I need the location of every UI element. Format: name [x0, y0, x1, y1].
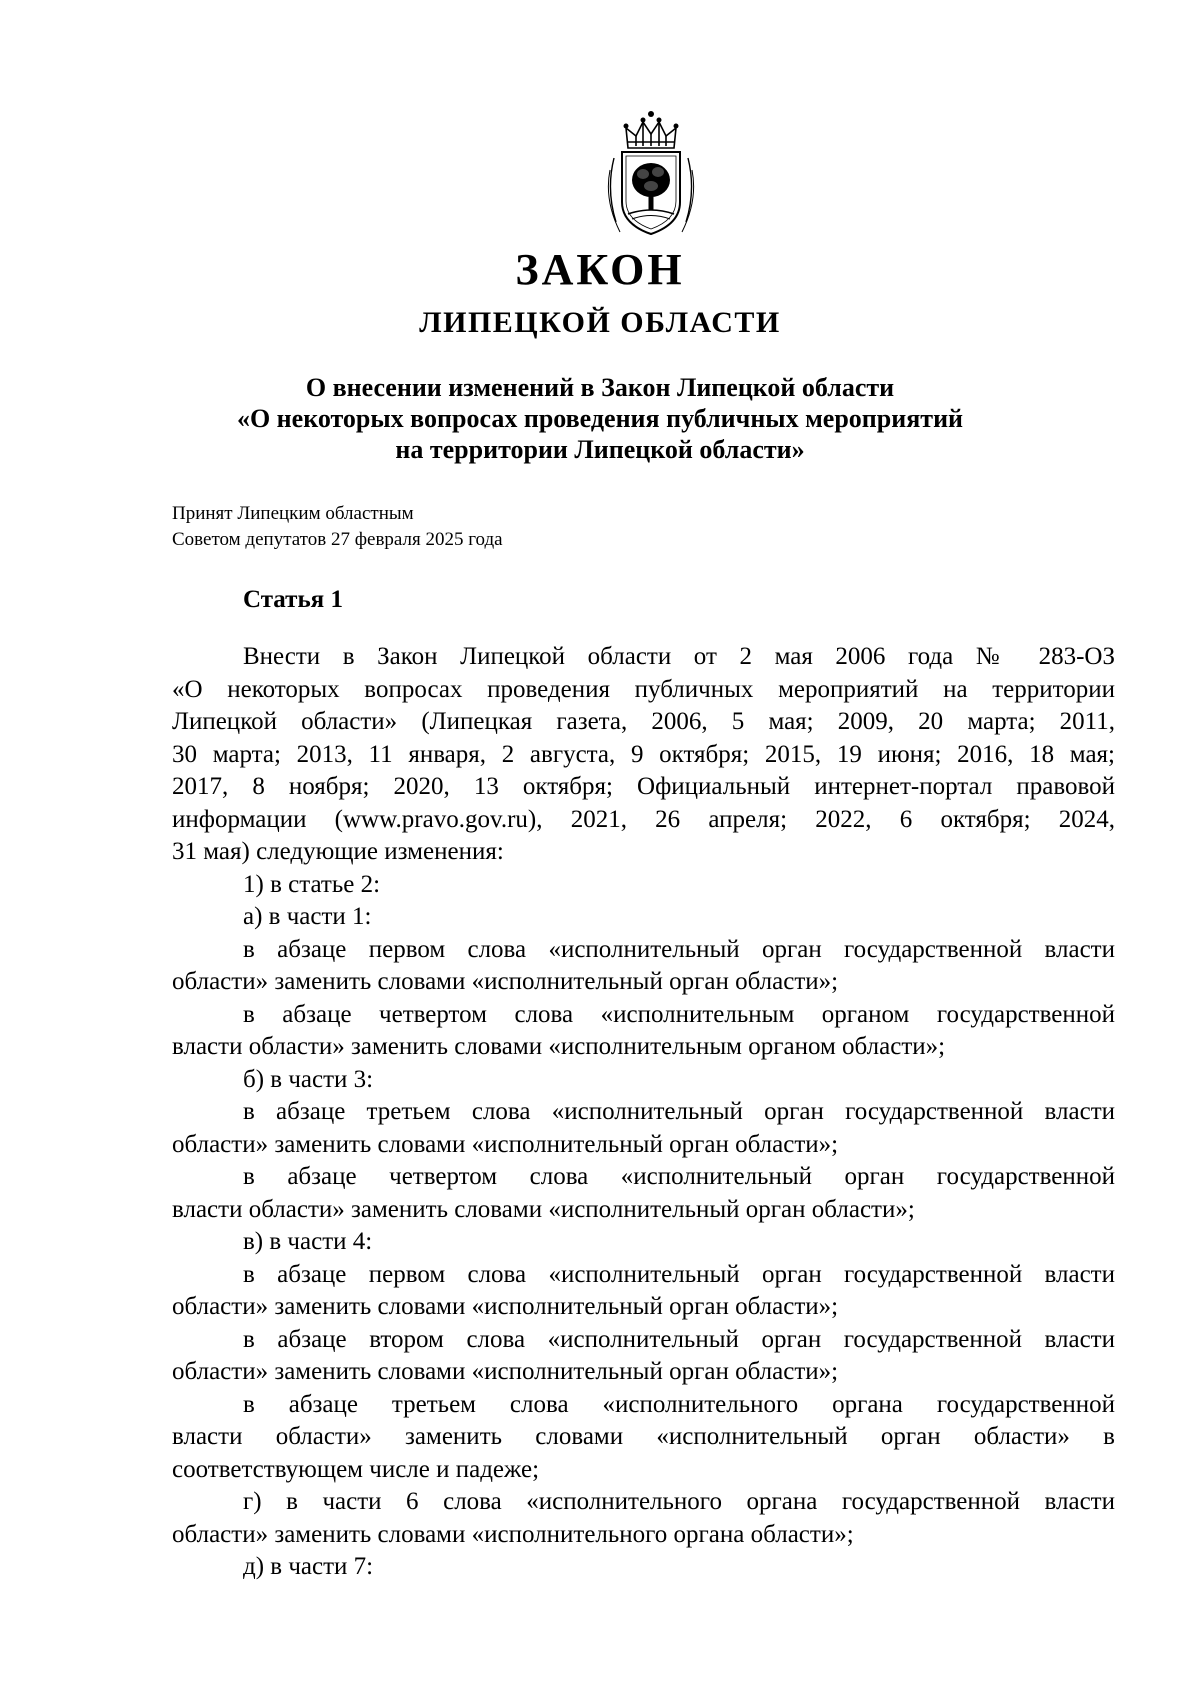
body-line: власти области» заменить словами «исполнительный орган области» в: [172, 1423, 1115, 1450]
body-line: в абзаце четвертом слова «исполнительный орган государственной: [243, 1163, 1115, 1190]
adoption-note: [172, 501, 503, 553]
adoption-note-line: Принят Липецким областным: [172, 503, 414, 524]
law-subject-line: «О некоторых вопросах проведения публичных мероприятий: [236, 404, 964, 433]
body-line: власти области» заменить словами «исполнительный орган области»;: [172, 1195, 915, 1223]
body-line: в абзаце третьем слова «исполнительного органа государственной: [243, 1390, 1115, 1418]
adoption-note-line: Советом депутатов 27 февраля 2025 года: [172, 529, 503, 550]
body-line: Внести в Закон Липецкой области от 2 мая 2006 года № 283-ОЗ: [243, 643, 1115, 670]
body-line: в абзаце четвертом слова «исполнительным органом государственной: [243, 1000, 1115, 1028]
body-line: Липецкой области» (Липецкая газета, 2006, 5 мая; 2009, 20 марта; 2011,: [172, 708, 1115, 735]
body-line: 2017, 8 ноября; 2020, 13 октября; Официальный интернет-портал правовой: [172, 773, 1115, 800]
body-line: д) в части 7:: [243, 1553, 374, 1580]
body-line: в абзаце первом слова «исполнительный орган государственной власти: [243, 1260, 1115, 1288]
body-line: информации (www.pravo.gov.ru), 2021, 26 апреля; 2022, 6 октября; 2024,: [172, 805, 1115, 833]
law-title: ЗАКОН: [515, 245, 685, 294]
body-line: б) в части 3:: [243, 1065, 374, 1093]
body-line: г) в части 6 слова «исполнительного органа государственной власти: [243, 1488, 1115, 1515]
law-subject-line: на территории Липецкой области»: [395, 435, 805, 464]
body-line: 30 марта; 2013, 11 января, 2 августа, 9 октября; 2015, 19 июня; 2016, 18 мая;: [172, 740, 1115, 768]
body-line: в) в части 4:: [243, 1228, 373, 1255]
body-line: области» заменить словами «исполнительного органа области»;: [172, 1520, 854, 1548]
body-line: области» заменить словами «исполнительный орган области»;: [172, 1293, 839, 1320]
law-subject: [0, 372, 1200, 465]
body-line: в абзаце третьем слова «исполнительный орган государственной власти: [243, 1098, 1115, 1125]
body-line: области» заменить словами «исполнительный орган области»;: [172, 1358, 839, 1385]
article-body: [172, 641, 1115, 1584]
body-line: соответствующем числе и падеже;: [172, 1455, 540, 1483]
body-line: в абзаце втором слова «исполнительный орган государственной власти: [243, 1325, 1115, 1353]
body-line: области» заменить словами «исполнительный орган области»;: [172, 968, 839, 995]
body-line: а) в части 1:: [243, 903, 372, 930]
body-line: области» заменить словами «исполнительный орган области»;: [172, 1130, 839, 1158]
law-region: ЛИПЕЦКОЙ ОБЛАСТИ: [419, 306, 781, 339]
body-line: в абзаце первом слова «исполнительный орган государственной власти: [243, 935, 1115, 963]
coat-of-arms-icon: [596, 110, 706, 242]
body-line: власти области» заменить словами «исполнительным органом области»;: [172, 1033, 946, 1060]
body-line: «О некоторых вопросах проведения публичных мероприятий на территории: [172, 675, 1115, 703]
body-line: 31 мая) следующие изменения:: [172, 838, 504, 865]
body-line: 1) в статье 2:: [243, 870, 381, 898]
article-heading: Статья 1: [243, 586, 343, 613]
law-subject-line: О внесении изменений в Закон Липецкой области: [305, 373, 895, 402]
